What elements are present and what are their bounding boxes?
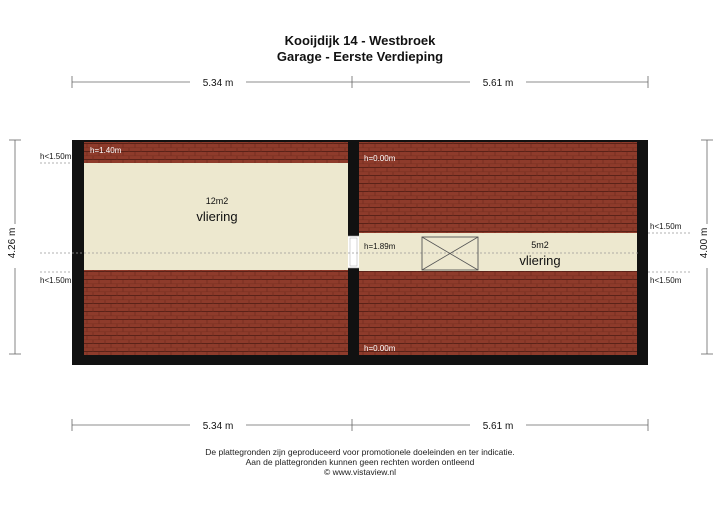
left-room-area: 12m2 — [205, 196, 229, 206]
left-side-dimension: 4.26 m — [7, 227, 18, 259]
right-room-area: 5m2 — [531, 240, 549, 250]
bottom-right-dimension: 5.61 m — [482, 421, 514, 432]
left-bottom-height-label: h<1.50m — [40, 276, 72, 285]
top-right-dimension: 5.61 m — [482, 78, 514, 89]
bottom-dimension-line — [72, 417, 648, 433]
right-room-mid-height: h=1.89m — [364, 242, 396, 251]
plan-title: Kooijdijk 14 - Westbroek — [284, 33, 436, 48]
right-room-top-height: h=0.00m — [364, 154, 396, 163]
right-room-bottom-height: h=0.00m — [364, 344, 396, 353]
right-floor-area — [359, 233, 637, 271]
copyright-link[interactable]: © www.vistaview.nl — [324, 467, 396, 477]
top-left-dimension: 5.34 m — [202, 78, 234, 89]
right-top-height-label: h<1.50m — [650, 222, 682, 231]
right-room-name: vliering — [519, 253, 561, 268]
plan-subtitle: Garage - Eerste Verdieping — [276, 49, 444, 64]
top-dimension-line — [72, 74, 648, 90]
left-room-top-height: h=1.40m — [90, 146, 122, 155]
disclaimer-line-1: De plattegronden zijn geproduceerd voor promotionele doeleinden en ter indicatie. — [205, 447, 515, 457]
right-bottom-height-label: h<1.50m — [650, 276, 682, 285]
right-side-dimension: 4.00 m — [699, 227, 710, 259]
left-room-name: vliering — [196, 209, 238, 224]
doorway — [348, 236, 359, 268]
left-top-height-label: h<1.50m — [40, 152, 72, 161]
disclaimer-line-2: Aan de plattegronden kunnen geen rechten worden ontleend — [245, 457, 475, 467]
bottom-left-dimension: 5.34 m — [202, 421, 234, 432]
